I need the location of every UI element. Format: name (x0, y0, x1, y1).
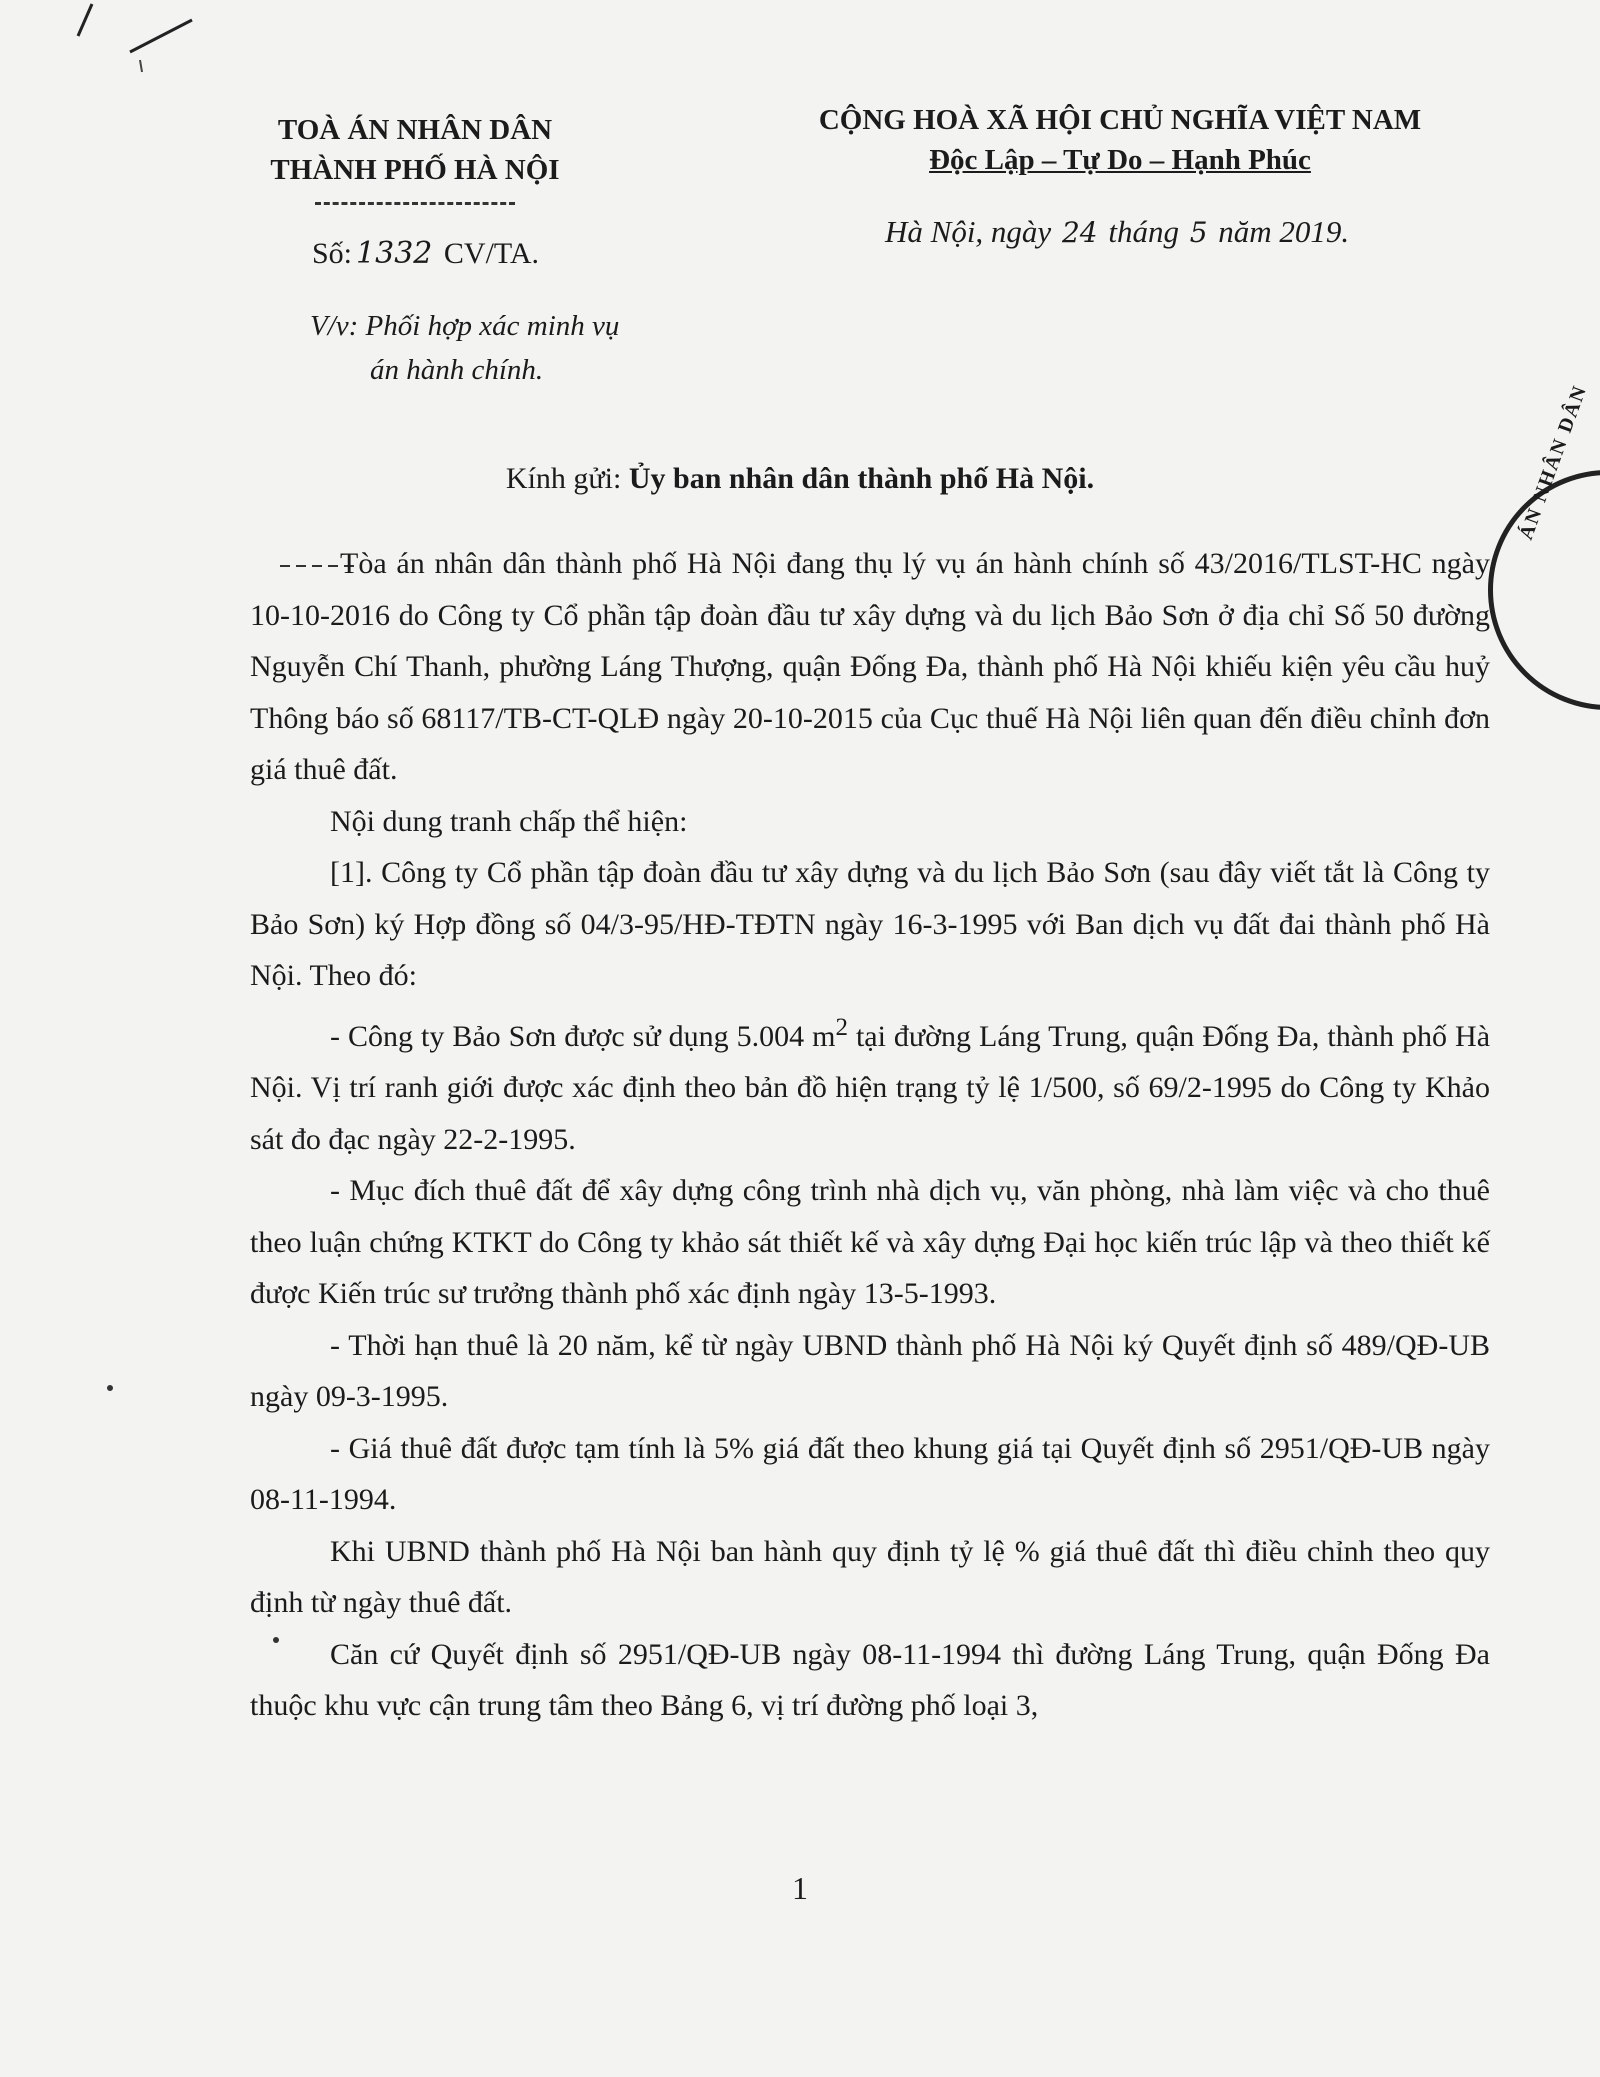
subject-line (310, 304, 670, 392)
date-year: năm 2019. (1218, 214, 1350, 249)
court-name-line1: TOÀ ÁN NHÂN DÂN (277, 114, 553, 146)
paragraph-1: Tòa án nhân dân thành phố Hà Nội đang thụ lý vụ án hành chính số 43/2016/TLST-HC ngày 10-10-2016 do Công ty Cổ phần tập đoàn đầu tư xây dựng và du lịch Bảo Sơn ở địa chỉ Số 50 đường Nguyễn Chí Thanh, phường Láng Thượng, quận Đống Đa, thành phố Hà Nội khiếu kiện yêu cầu huỷ Thông báo số 68117/TB-CT-QLĐ ngày 20-10-2015 của Cục thuế Hà Nội liên quan đến điều chỉnh đơn giá thuê đất. (250, 547, 1490, 786)
paragraph-4-text-a: - Công ty Bảo Sơn được sử dụng 5.004 m (330, 1019, 836, 1053)
number-prefix: Số: (312, 237, 353, 270)
paragraph-5: - Mục đích thuê đất để xây dựng công trình nhà dịch vụ, văn phòng, nhà làm việc và cho thuê theo luận chứng KTKT do Công ty khảo sát thiết kế và xây dựng Đại học kiến trúc lập và theo thiết kế được Kiến trúc sư trưởng thành phố xác định ngày 13-5-1993. (250, 1174, 1490, 1310)
subject-line-2: án hành chính. (370, 354, 544, 386)
salutation-prefix: Kính gửi: (505, 462, 622, 495)
paragraph-4-superscript: 2 (835, 1013, 848, 1041)
page-number: 1 (792, 1870, 808, 1906)
paragraph-4 (250, 1002, 1490, 1166)
header-divider (315, 202, 515, 205)
date-month-label: tháng (1108, 214, 1179, 249)
paragraph-7: - Giá thuê đất được tạm tính là 5% giá đất theo khung giá tại Quyết định số 2951/QĐ-UB ngày 08-11-1994. (250, 1431, 1490, 1516)
date-line (885, 214, 1349, 250)
paragraph-4-text-b: tại đường Láng Trung, quận Đống Đa, thành phố Hà Nội. Vị trí ranh giới được xác định theo bản đồ hiện trạng tỷ lệ 1/500, số 69/2-1995 do Công ty Khảo sát đo đạc ngày 22-2-1995. (250, 1019, 1491, 1156)
court-name-line2: THÀNH PHỐ HÀ NỘI (270, 154, 560, 186)
country-name: CỘNG HOÀ XÃ HỘI CHỦ NGHĨA VIỆT NAM (818, 104, 1422, 136)
date-day: 24 (1061, 216, 1098, 249)
number-handwritten: 1332 (356, 236, 433, 271)
date-prefix: Hà Nội, ngày (885, 214, 1052, 249)
subject-line-1: V/v: Phối hợp xác minh vụ (310, 310, 620, 342)
salutation-recipient: Ủy ban nhân dân thành phố Hà Nội. (628, 462, 1095, 495)
document-number (312, 236, 539, 271)
letter-body (250, 538, 1490, 1732)
national-header (760, 100, 1480, 180)
date-month: 5 (1189, 216, 1208, 249)
number-suffix: CV/TA. (443, 237, 539, 270)
paragraph-6: - Thời hạn thuê là 20 năm, kể từ ngày UBND thành phố Hà Nội ký Quyết định số 489/QĐ-UB ngày 09-3-1995. (250, 1328, 1490, 1413)
paragraph-8: Khi UBND thành phố Hà Nội ban hành quy định tỷ lệ % giá thuê đất thì điều chỉnh theo quy định từ ngày thuê đất. (250, 1534, 1490, 1619)
salutation (0, 462, 1600, 496)
stamp-text: ÁN NHÂN DÂN (1515, 381, 1592, 543)
court-header (250, 110, 580, 205)
paragraph-2: Nội dung tranh chấp thể hiện: (330, 804, 688, 838)
national-motto: Độc Lập – Tự Do – Hạnh Phúc (929, 144, 1311, 176)
paragraph-3: [1]. Công ty Cổ phần tập đoàn đầu tư xây dựng và du lịch Bảo Sơn (sau đây viết tắt là Công ty Bảo Sơn) ký Hợp đồng số 04/3-95/HĐ-TĐTN ngày 16-3-1995 với Ban dịch vụ đất đai thành phố Hà Nội. Theo đó: (250, 856, 1490, 992)
paragraph-9: Căn cứ Quyết định số 2951/QĐ-UB ngày 08-11-1994 thì đường Láng Trung, quận Đống Đa thuộc khu vực cận trung tâm theo Bảng 6, vị trí đường phố loại 3, (250, 1637, 1490, 1722)
court-stamp (1488, 381, 1600, 710)
